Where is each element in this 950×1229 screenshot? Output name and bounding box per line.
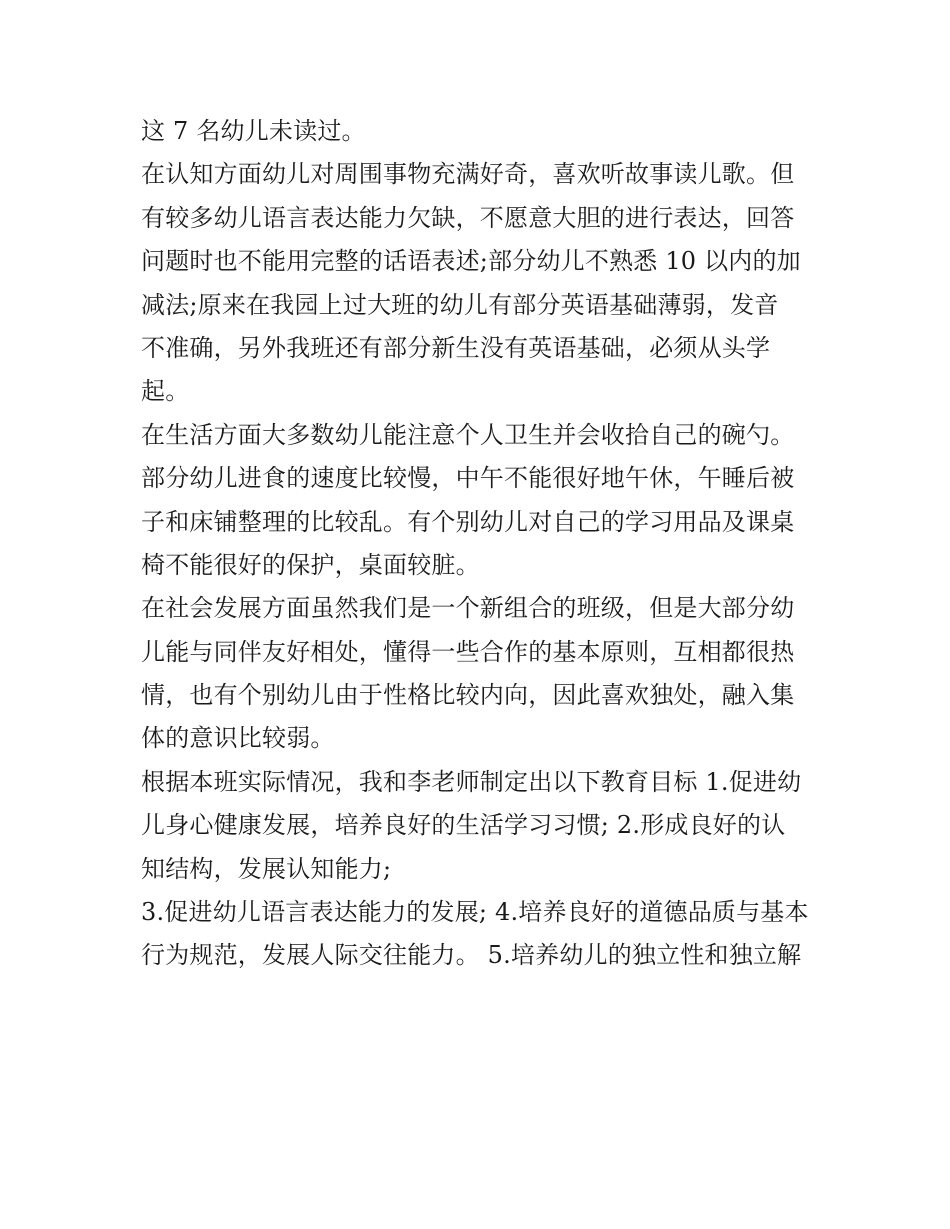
text-line: 在生活方面大多数幼儿能注意个人卫生并会收拾自己的碗勺。	[141, 420, 795, 449]
text-line: 体的意识比较弱。	[141, 724, 335, 753]
text-line: 根据本班实际情况，我和李老师制定出以下教育目标 1.促进幼	[141, 767, 802, 796]
text-line: 儿能与同伴友好相处，懂得一些合作的基本原则，互相都很热	[141, 637, 795, 666]
text-line: 情，也有个别幼儿由于性格比较内向，因此喜欢独处，融入集	[141, 681, 795, 710]
text-line: 在认知方面幼儿对周围事物充满好奇，喜欢听故事读儿歌。但	[141, 160, 795, 189]
text-line: 儿身心健康发展，培养良好的生活学习习惯; 2.形成良好的认	[141, 811, 786, 840]
text-line: 不准确，另外我班还有部分新生没有英语基础，必须从头学	[141, 333, 771, 362]
text-line: 起。	[141, 377, 190, 406]
text-line: 有较多幼儿语言表达能力欠缺，不愿意大胆的进行表达，回答	[141, 203, 795, 232]
text-line: 减法;原来在我园上过大班的幼儿有部分英语基础薄弱，发音	[141, 290, 779, 319]
text-line: 部分幼儿进食的速度比较慢，中午不能很好地午休，午睡后被	[141, 464, 795, 493]
text-line: 行为规范，发展人际交往能力。 5.培养幼儿的独立性和独立解	[141, 941, 802, 970]
text-line: 这 7 名幼儿未读过。	[141, 117, 366, 145]
document-body	[141, 110, 821, 978]
text-line: 3.促进幼儿语言表达能力的发展; 4.培养良好的道德品质与基本	[141, 898, 809, 927]
text-line: 椅不能很好的保护，桌面较脏。	[141, 550, 480, 579]
text-line: 子和床铺整理的比较乱。有个别幼儿对自己的学习用品及课桌	[141, 507, 795, 536]
text-line: 在社会发展方面虽然我们是一个新组合的班级，但是大部分幼	[141, 594, 795, 623]
text-line: 知结构，发展认知能力;	[141, 854, 392, 883]
text-line: 问题时也不能用完整的话语表述;部分幼儿不熟悉 10 以内的加	[141, 247, 801, 276]
